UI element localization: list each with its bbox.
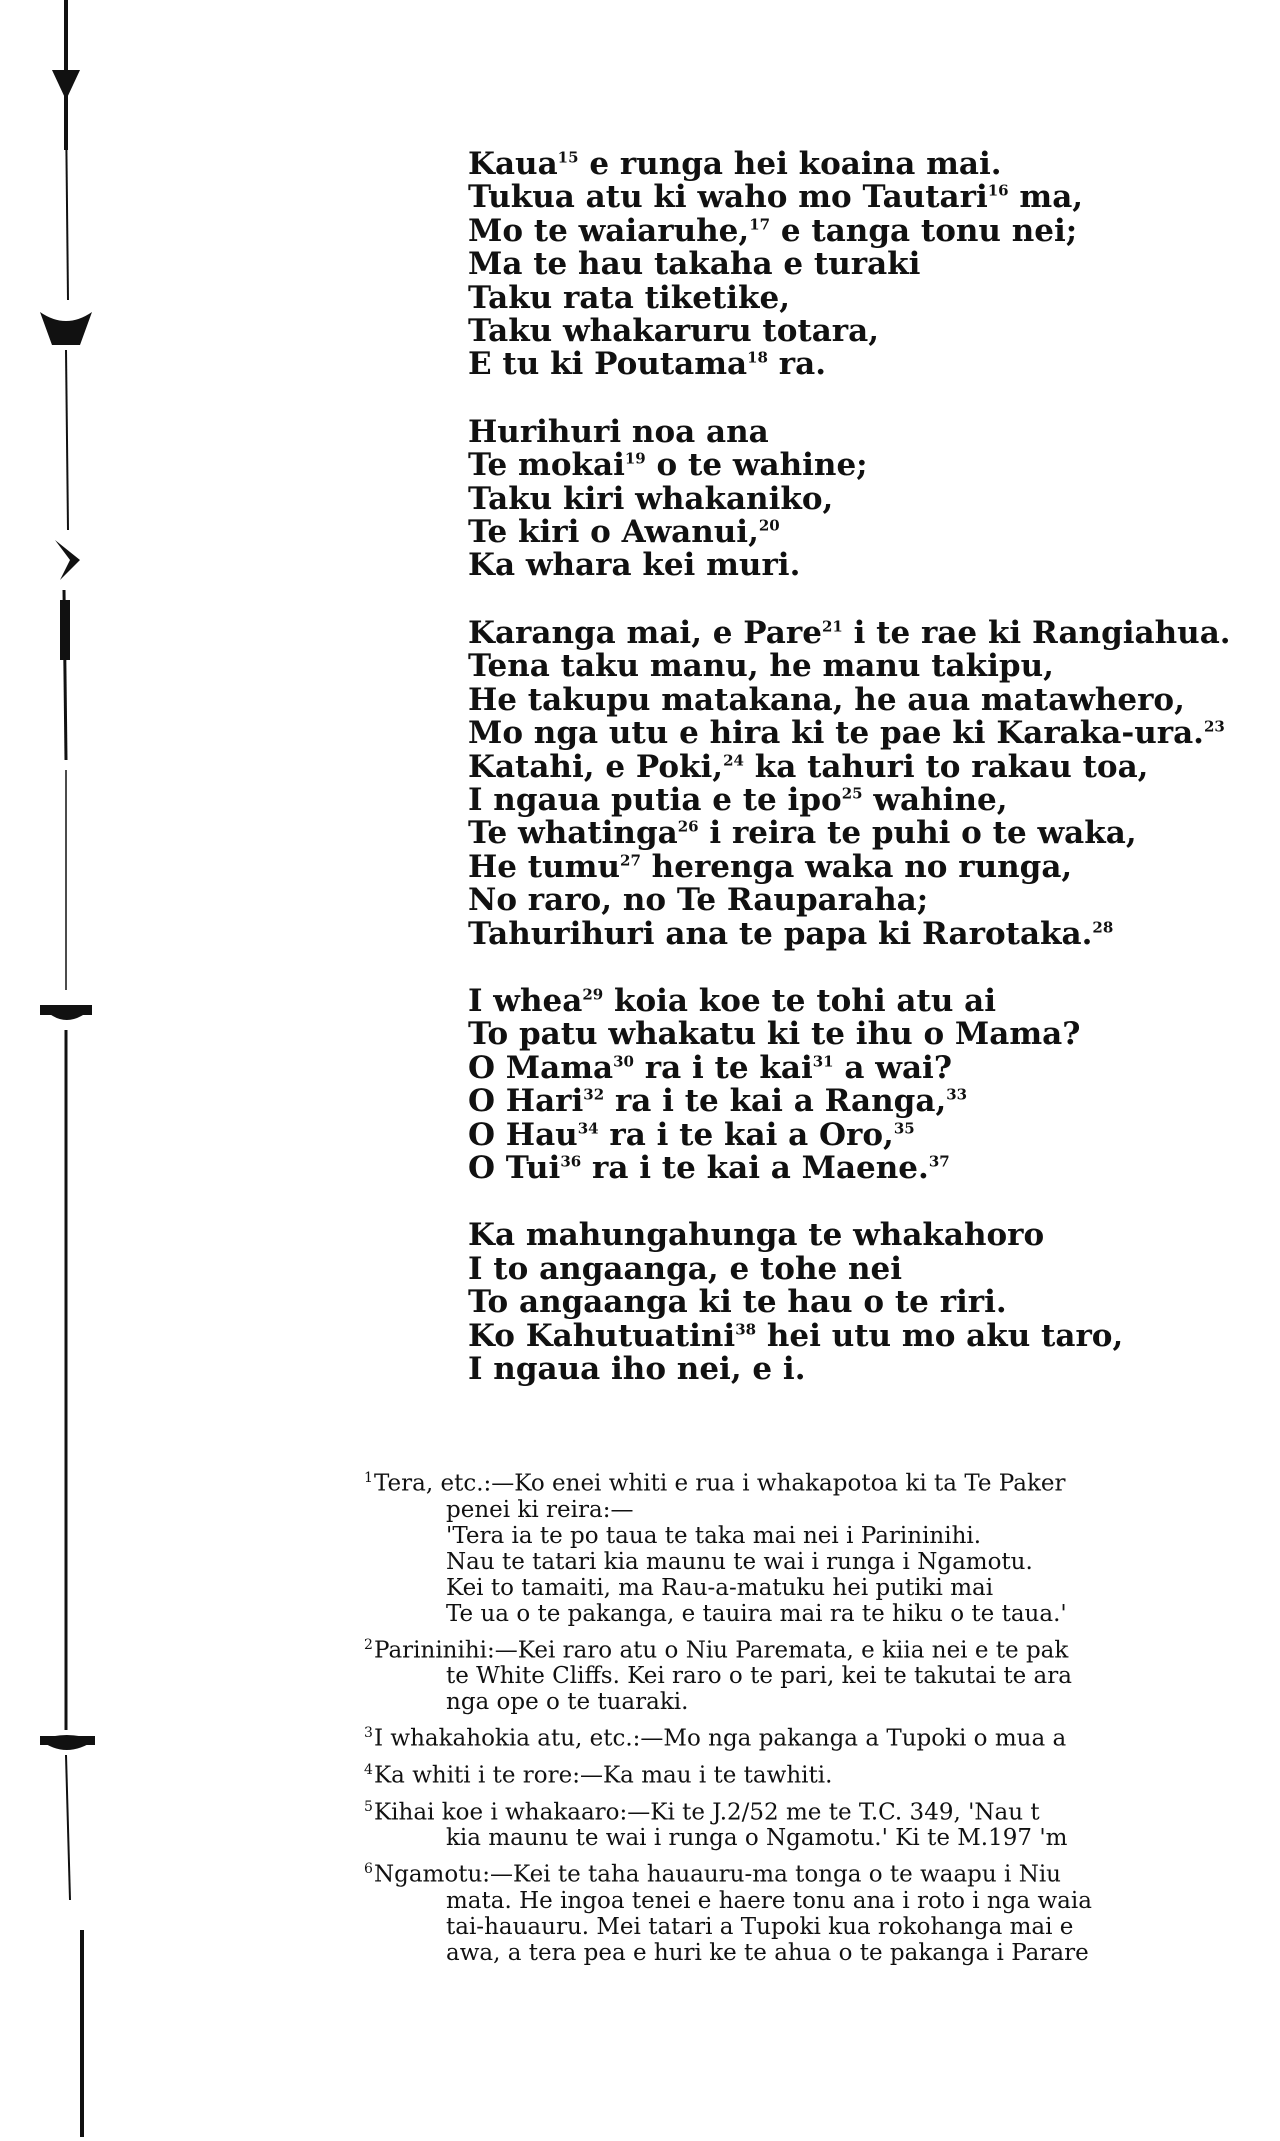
line-text: Ma te hau takaha e turaki [468,246,921,283]
line-text: herenga waka no runga, [640,848,1073,885]
footnote-number: 3 [364,1725,373,1742]
line-text: Kaua [468,146,558,182]
footnote-line [364,1465,1280,1497]
poem-line [468,279,1268,316]
footnote-line [364,1794,1280,1826]
line-text: Hurihuri noa ana [468,413,769,450]
footnote-text: tai-hauauru. Mei tatari a Tupoki kua rokohanga mai e [446,1913,1074,1940]
footnotes [364,1465,1280,1971]
footnote [364,1757,1280,1789]
line-text: ra. [767,346,826,383]
stanza [468,982,1268,1186]
footnote-line [364,1757,1280,1789]
footnote-text: Tera, etc.:—Ko enei whiti e rua i whakapotoa ki ta Te Paker [374,1470,1066,1497]
line-text: Mo nga utu e hira ki te pae ki Karaka-ura. [468,715,1204,752]
binding-ornaments [0,0,140,2137]
footnote-quote-line: 'Tera ia te po taua te taka mai nei i Parininihi. [446,1522,982,1549]
footnote [364,1856,1280,1966]
footnote-text: penei ki reira:— [446,1496,634,1523]
poem-line [468,884,1268,917]
line-text: Tena taku manu, he manu takipu, [468,648,1054,685]
poem-line [468,915,1268,952]
footnote-ref: 18 [747,349,768,368]
footnote-ref: 16 [987,182,1009,201]
line-text: Ko Kahutuatini [468,1317,736,1354]
poem [468,148,1268,1420]
stanza [468,614,1268,952]
poem-line [468,748,1268,785]
poem-line [468,1085,1268,1118]
footnote-ref: 23 [1203,717,1225,736]
footnote-ref: 15 [557,148,579,167]
line-text: ka tahuri to rakau toa, [743,748,1149,785]
footnote-ref: 26 [677,817,699,836]
footnote-line [364,1825,1280,1851]
line-text: He tumu [468,848,621,885]
line-text: E tu ki Poutama [468,346,748,383]
poem-line [468,1018,1268,1051]
line-text: Katahi, e Poki, [468,748,724,785]
footnote-ref: 37 [928,1152,950,1171]
poem-line [468,248,1268,281]
line-text: ra i te kai [633,1049,813,1086]
line-text: To patu whakatu ki te ihu o Mama? [468,1016,1081,1053]
footnote-text: Ka whiti i te rore:—Ka mau i te tawhiti. [374,1762,833,1789]
poem-line [468,1250,1268,1287]
footnote-text: Kihai koe i whakaaro:—Ki te J.2/52 me te T.C. 349, 'Nau t [374,1799,1040,1826]
footnote-ref: 29 [582,985,604,1004]
poem-line [468,717,1268,750]
footnote-line [364,1720,1280,1752]
poem-line [468,848,1268,885]
poem-line [468,549,1268,582]
poem-line [468,148,1268,181]
line-text: I ngaua iho nei, e i. [468,1351,806,1387]
poem-line [468,1116,1268,1153]
line-text: Taku rata tiketike, [468,279,791,316]
poem-line [468,781,1268,818]
footnote-quote-line: Te ua o te pakanga, e tauira mai ra te hiku o te taua.' [446,1600,1067,1627]
line-text: i te rae ki Rangiahua. [842,614,1231,651]
footnote-ref: 34 [577,1119,599,1138]
footnote-ref: 21 [821,617,843,636]
poem-line [468,614,1268,651]
line-text: To angaanga ki te hau o te riri. [468,1284,1007,1321]
footnote [364,1794,1280,1852]
line-text: Tahurihuri ana te papa ki Rarotaka. [468,915,1093,952]
line-text: a wai? [833,1049,952,1086]
footnote-ref: 28 [1092,918,1114,937]
line-text: Taku whakaruru totara, [468,313,880,350]
binding-margin [0,0,140,2137]
footnote-number: 6 [364,1861,373,1878]
poem-line [468,413,1268,450]
footnote-ref: 31 [812,1052,834,1071]
line-text: Te kiri o Awanui, [468,514,759,551]
footnote-line [364,1888,1280,1914]
poem-line [468,1353,1268,1386]
poem-line [468,315,1268,348]
footnote-ref: 17 [749,215,771,234]
footnote [364,1632,1280,1716]
footnote-ref: 20 [758,516,780,535]
poem-line [468,212,1268,249]
footnote [364,1465,1280,1627]
stanza [468,1219,1268,1386]
poem-line [468,348,1268,381]
footnote-text: kia maunu te wai i runga o Ngamotu.' Ki te M.197 'm [446,1825,1068,1852]
footnote [364,1720,1280,1752]
footnote-line [364,1663,1280,1689]
footnote-text: Parininihi:—Kei raro atu o Niu Paremata, e kiia nei e te pak [374,1637,1069,1664]
line-text: ra i te kai a Maene. [581,1149,929,1186]
footnote-text: I whakahokia atu, etc.:—Mo nga pakanga a Tupoki o mua a [374,1725,1067,1752]
footnote-ref: 35 [893,1119,915,1138]
footnote-line [364,1940,1280,1966]
line-text: e tanga tonu nei; [770,212,1078,249]
footnote-line [364,1497,1280,1523]
poem-line [468,1219,1268,1252]
line-text: i reira te puhi o te waka, [698,815,1137,852]
footnote-number: 4 [364,1761,373,1778]
poem-line [468,516,1268,549]
poem-line [468,1286,1268,1319]
footnote-text: te White Cliffs. Kei raro o te pari, kei te takutai te ara [446,1663,1072,1690]
footnote-text: nga ope o te tuaraki. [446,1689,689,1716]
footnote-ref: 36 [560,1152,582,1171]
line-text: ma, [1008,179,1084,216]
line-text: O Hau [468,1116,578,1153]
line-text: o te wahine; [645,447,868,484]
line-text: Ka whara kei muri. [468,547,801,584]
footnote-ref: 27 [620,851,641,870]
footnote-line [364,1856,1280,1888]
footnote-quote-line: Kei to tamaiti, ma Rau-a-matuku hei putiki mai [446,1574,994,1601]
line-text: I ngaua putia e te ipo [468,781,842,818]
poem-line [468,1317,1268,1354]
poem-line [468,181,1268,214]
line-text: Karanga mai, e Pare [468,614,822,651]
line-text: koia koe te tohi atu ai [603,982,997,1019]
footnote-text: mata. He ingoa tenei e haere tonu ana i roto i nga waia [446,1887,1092,1914]
poem-line [468,1049,1268,1086]
footnote-number: 5 [364,1798,373,1815]
footnote-number: 2 [364,1636,373,1653]
line-text: ra i te kai a Ranga, [604,1083,947,1120]
line-text: Te mokai [468,447,625,484]
footnote-ref: 24 [723,751,744,770]
line-text: ra i te kai a Oro, [598,1116,894,1153]
line-text: wahine, [862,781,1008,818]
line-text: Ka mahungahunga te whakahoro [468,1217,1045,1254]
footnote-ref: 30 [613,1052,634,1071]
line-text: Mo te waiaruhe, [468,212,750,249]
footnote-ref: 32 [583,1085,605,1104]
line-text: No raro, no Te Rauparaha; [468,882,929,919]
line-text: O Tui [468,1149,561,1186]
footnote-ref: 33 [946,1085,968,1104]
poem-line [468,817,1268,850]
line-text: e runga hei koaina mai. [578,146,1002,182]
line-text: Te whatinga [468,815,678,852]
footnote-ref: 25 [841,784,863,803]
poem-line [468,982,1268,1019]
stanza [468,413,1268,584]
footnote-text: awa, a tera pea e huri ke te ahua o te pakanga i Parare [446,1939,1089,1966]
footnote-line [364,1689,1280,1715]
poem-line [468,480,1268,517]
poem-line [468,650,1268,683]
line-text: Tukua atu ki waho mo Tautari [468,179,988,216]
line-text: O Mama [468,1049,614,1086]
line-text: hei utu mo aku taro, [756,1317,1124,1354]
poem-line [468,1149,1268,1186]
poem-line [468,449,1268,482]
line-text: I to angaanga, e tohe nei [468,1250,903,1287]
footnote-line [364,1914,1280,1940]
line-text: O Hari [468,1083,584,1120]
footnote-ref: 19 [624,449,646,468]
footnote-line [364,1632,1280,1664]
footnote-text: Ngamotu:—Kei te taha hauauru-ma tonga o te waapu i Niu [374,1861,1061,1888]
line-text: I whea [468,982,583,1019]
poem-line [468,681,1268,718]
footnote-quote-line: Nau te tatari kia maunu te wai i runga i Ngamotu. [446,1548,1033,1575]
line-text: He takupu matakana, he aua matawhero, [468,681,1185,718]
footnote-ref: 38 [735,1320,757,1339]
footnote-number: 1 [364,1470,373,1486]
stanza [468,148,1268,382]
line-text: Taku kiri whakaniko, [468,480,834,517]
